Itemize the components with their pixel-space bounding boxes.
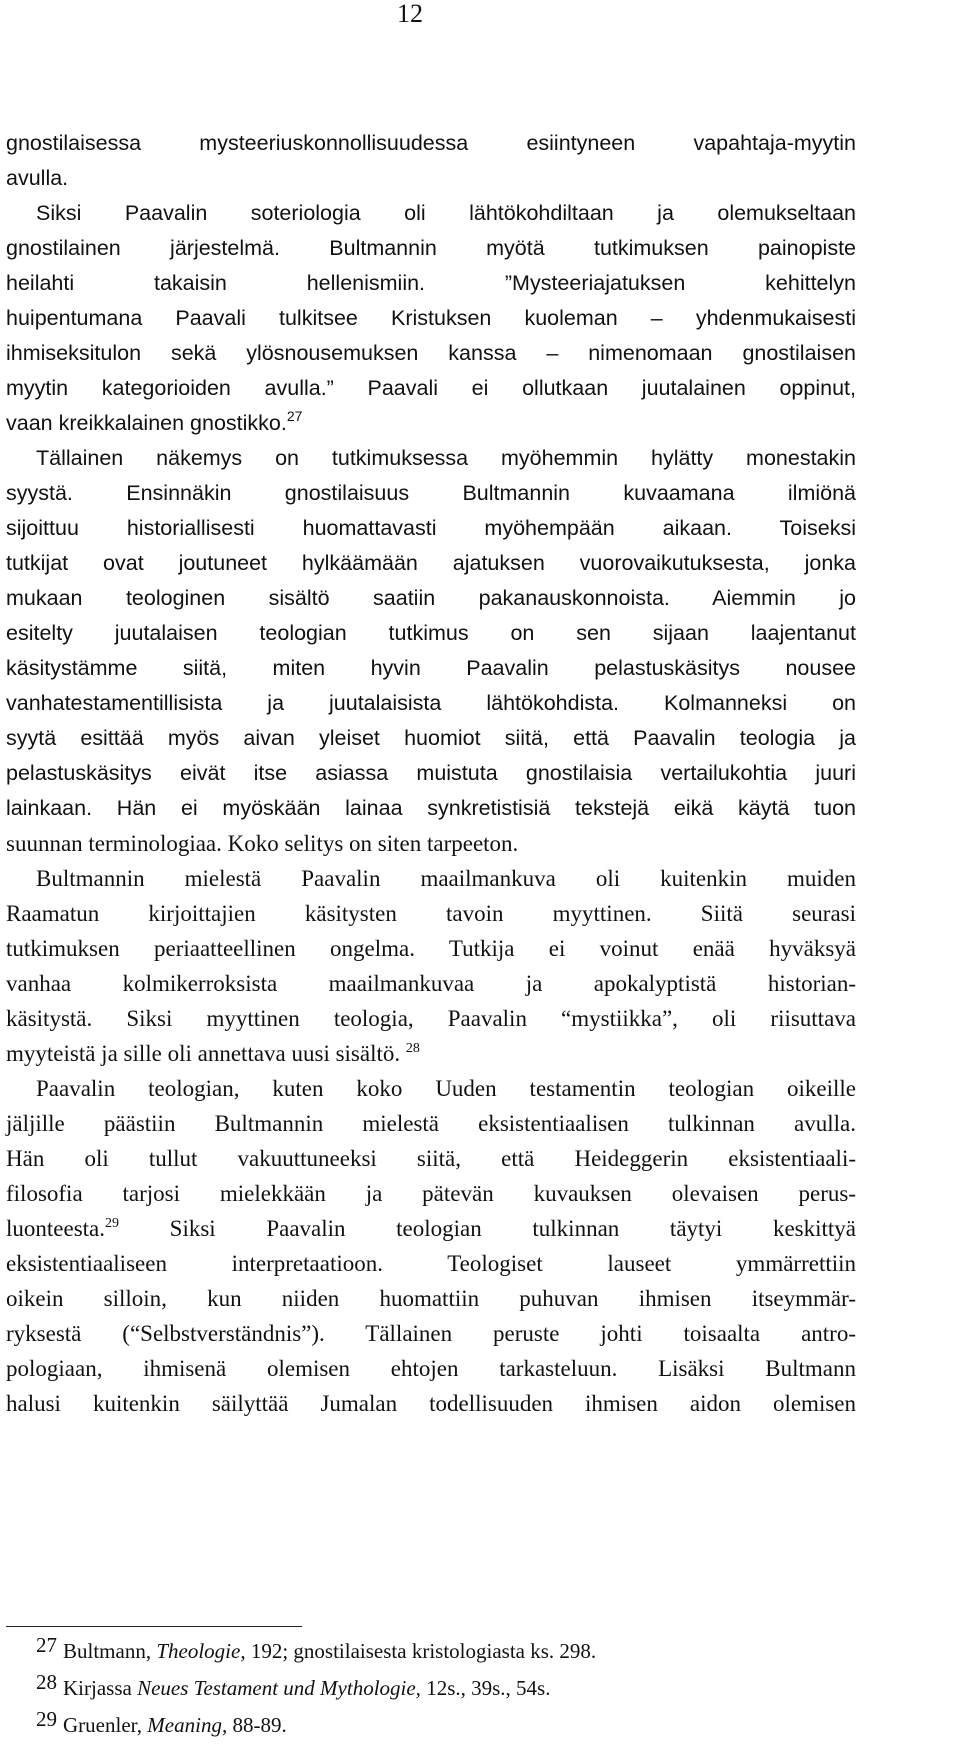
text-line-content: Raamatun kirjoittajien käsitysten tavoin myyttinen. Siitä seurasi xyxy=(6,901,856,926)
text-line-content: vanhaa kolmikerroksista maailmankuvaa ja apokalyptistä historian- xyxy=(6,971,856,996)
text-line xyxy=(6,1246,856,1281)
text-line xyxy=(6,791,856,826)
text-line xyxy=(6,1001,856,1036)
text-line xyxy=(6,406,856,441)
text-line xyxy=(6,651,856,686)
text-line-content: syystä. Ensinnäkin gnostilaisuus Bultmannin kuvaamana ilmiönä xyxy=(6,481,856,505)
footnote-title: Neues Testament und Mythologie, xyxy=(137,1676,421,1700)
text-line xyxy=(6,476,856,511)
text-line-content: ihmiseksitulon sekä ylösnousemuksen kanssa – nimenomaan gnostilaisen xyxy=(6,341,856,365)
text-line-content: heilahti takaisin hellenismiin. ”Mysteeriajatuksen kehittelyn xyxy=(6,271,856,295)
text-line-content: filosofia tarjosi mielekkään ja pätevän kuvauksen olevaisen perus- xyxy=(6,1181,856,1206)
text-line xyxy=(6,1281,856,1316)
text-line xyxy=(6,1036,856,1071)
text-line xyxy=(6,861,856,896)
footnote xyxy=(36,1633,596,1670)
text-line-content: eksistentiaaliseen interpretaatioon. Teologiset lauseet ymmärrettiin xyxy=(6,1251,856,1276)
text-line-content: gnostilaisessa mysteeriuskonnollisuudessa esiintyneen vapahtaja-myytin xyxy=(6,131,856,155)
text-line-content: käsitystä. Siksi myyttinen teologia, Paavalin “mystiikka”, oli riisuttava xyxy=(6,1006,856,1031)
text-line-content: tutkijat ovat joutuneet hylkäämään ajatuksen vuorovaikutuksesta, jonka xyxy=(6,551,856,575)
text-line-content: Siksi Paavalin soteriologia oli lähtökohdiltaan ja olemukseltaan xyxy=(36,201,856,225)
footnote-reference-text: 192; gnostilaisesta kristologiasta ks. 298. xyxy=(245,1639,597,1663)
text-line xyxy=(6,686,856,721)
text-line xyxy=(6,126,856,161)
footnote xyxy=(36,1707,596,1744)
text-line-content: luonteesta. xyxy=(6,1216,105,1241)
footnote-text: Kirjassa xyxy=(63,1676,138,1700)
text-line-content: käsitystämme siitä, miten hyvin Paavalin pelastuskäsitys nousee xyxy=(6,656,856,680)
footnote-reference: 27 xyxy=(286,408,303,424)
text-line xyxy=(6,511,856,546)
text-line xyxy=(6,1386,856,1421)
footnote-reference: 28 xyxy=(405,1041,420,1056)
footnote-number: 29 xyxy=(36,1707,57,1731)
text-line xyxy=(6,301,856,336)
footnote-reference: 29 xyxy=(105,1216,119,1231)
text-line-content: myytin kategorioiden avulla.” Paavali ei ollutkaan juutalainen oppinut, xyxy=(6,376,856,400)
text-line-content: Paavalin teologian, kuten koko Uuden testamentin teologian oikeille xyxy=(36,1076,856,1101)
footnote xyxy=(36,1670,596,1707)
footnote-title: Theologie, xyxy=(156,1639,246,1663)
text-line xyxy=(6,266,856,301)
text-line-content: Tällainen näkemys on tutkimuksessa myöhemmin hylätty monestakin xyxy=(36,446,856,470)
text-line xyxy=(6,546,856,581)
text-line xyxy=(6,826,856,861)
text-line-content: vanhatestamentillisista ja juutalaisista lähtökohdista. Kolmanneksi on xyxy=(6,691,856,715)
text-line-content: Bultmannin mielestä Paavalin maailmankuva oli kuitenkin muiden xyxy=(36,866,856,891)
text-line xyxy=(6,1351,856,1386)
text-line-content: tutkimuksen periaatteellinen ongelma. Tutkija ei voinut enää hyväksyä xyxy=(6,936,856,961)
text-line-content: pologiaan, ihmisenä olemisen ehtojen tarkasteluun. Lisäksi Bultmann xyxy=(6,1356,856,1381)
text-line-content: mukaan teologinen sisältö saatiin pakanauskonnoista. Aiemmin jo xyxy=(6,586,856,610)
text-line xyxy=(6,1211,856,1246)
text-line xyxy=(6,966,856,1001)
text-line-content: lainkaan. Hän ei myöskään lainaa synkretistisiä tekstejä eikä käytä tuon xyxy=(6,796,856,820)
footnote-text: Gruenler, xyxy=(63,1713,148,1737)
text-line-content: oikein silloin, kun niiden huomattiin puhuvan ihmisen itseymmär- xyxy=(6,1286,856,1311)
text-line-content: huipentumana Paavali tulkitsee Kristuksen kuoleman – yhdenmukaisesti xyxy=(6,306,856,330)
footnote-number: 28 xyxy=(36,1670,57,1694)
text-line xyxy=(6,896,856,931)
text-line-continuation: Siksi Paavalin teologian tulkinnan täytyi keskittyä xyxy=(119,1216,856,1241)
text-line-content: avulla. xyxy=(6,166,69,190)
text-line-content: jäljille päästiin Bultmannin mielestä eksistentiaalisen tulkinnan avulla. xyxy=(6,1111,856,1136)
text-line xyxy=(6,1176,856,1211)
text-line-content: syytä esittää myös aivan yleiset huomiot siitä, että Paavalin teologia ja xyxy=(6,726,856,750)
text-line xyxy=(6,1316,856,1351)
text-line-content: esitelty juutalaisen teologian tutkimus on sen sijaan laajentanut xyxy=(6,621,856,645)
text-line-content: suunnan terminologiaa. Koko selitys on siten tarpeeton. xyxy=(6,831,519,856)
text-line-content: pelastuskäsitys eivät itse asiassa muistuta gnostilaisia vertailukohtia juuri xyxy=(6,761,856,785)
text-line-content: halusi kuitenkin säilyttää Jumalan todellisuuden ihmisen aidon olemisen xyxy=(6,1391,856,1416)
text-line-content: gnostilainen järjestelmä. Bultmannin myötä tutkimuksen painopiste xyxy=(6,236,856,260)
text-line xyxy=(6,581,856,616)
text-line xyxy=(6,1141,856,1176)
footnote-reference-text: 88-89. xyxy=(227,1713,287,1737)
text-line xyxy=(6,756,856,791)
footnote-text: Bultmann, xyxy=(63,1639,157,1663)
text-line xyxy=(6,231,856,266)
text-line-content: vaan kreikkalainen gnostikko. xyxy=(6,411,287,435)
text-line xyxy=(6,1071,856,1106)
text-line xyxy=(6,721,856,756)
footnote-divider xyxy=(6,1626,302,1627)
text-line-content: Hän oli tullut vakuuttuneeksi siitä, että Heideggerin eksistentiaali- xyxy=(6,1146,856,1171)
text-line-content: myyteistä ja sille oli annettava uusi sisältö. xyxy=(6,1041,406,1066)
text-line xyxy=(6,196,856,231)
footnote-reference-text: 12s., 39s., 54s. xyxy=(420,1676,551,1700)
footnote-number: 27 xyxy=(36,1633,57,1657)
text-line xyxy=(6,616,856,651)
footnote-title: Meaning, xyxy=(147,1713,228,1737)
text-line xyxy=(6,441,856,476)
text-line xyxy=(6,336,856,371)
text-line-content: sijoittuu historiallisesti huomattavasti myöhempään aikaan. Toiseksi xyxy=(6,516,856,540)
text-line xyxy=(6,931,856,966)
text-line-content: ryksestä (“Selbstverständnis”). Tällainen peruste johti toisaalta antro- xyxy=(6,1321,856,1346)
text-line xyxy=(6,371,856,406)
page-number: 12 xyxy=(397,0,423,28)
body-text xyxy=(6,126,856,1421)
footnotes xyxy=(36,1633,596,1744)
text-line xyxy=(6,1106,856,1141)
text-line xyxy=(6,161,856,196)
